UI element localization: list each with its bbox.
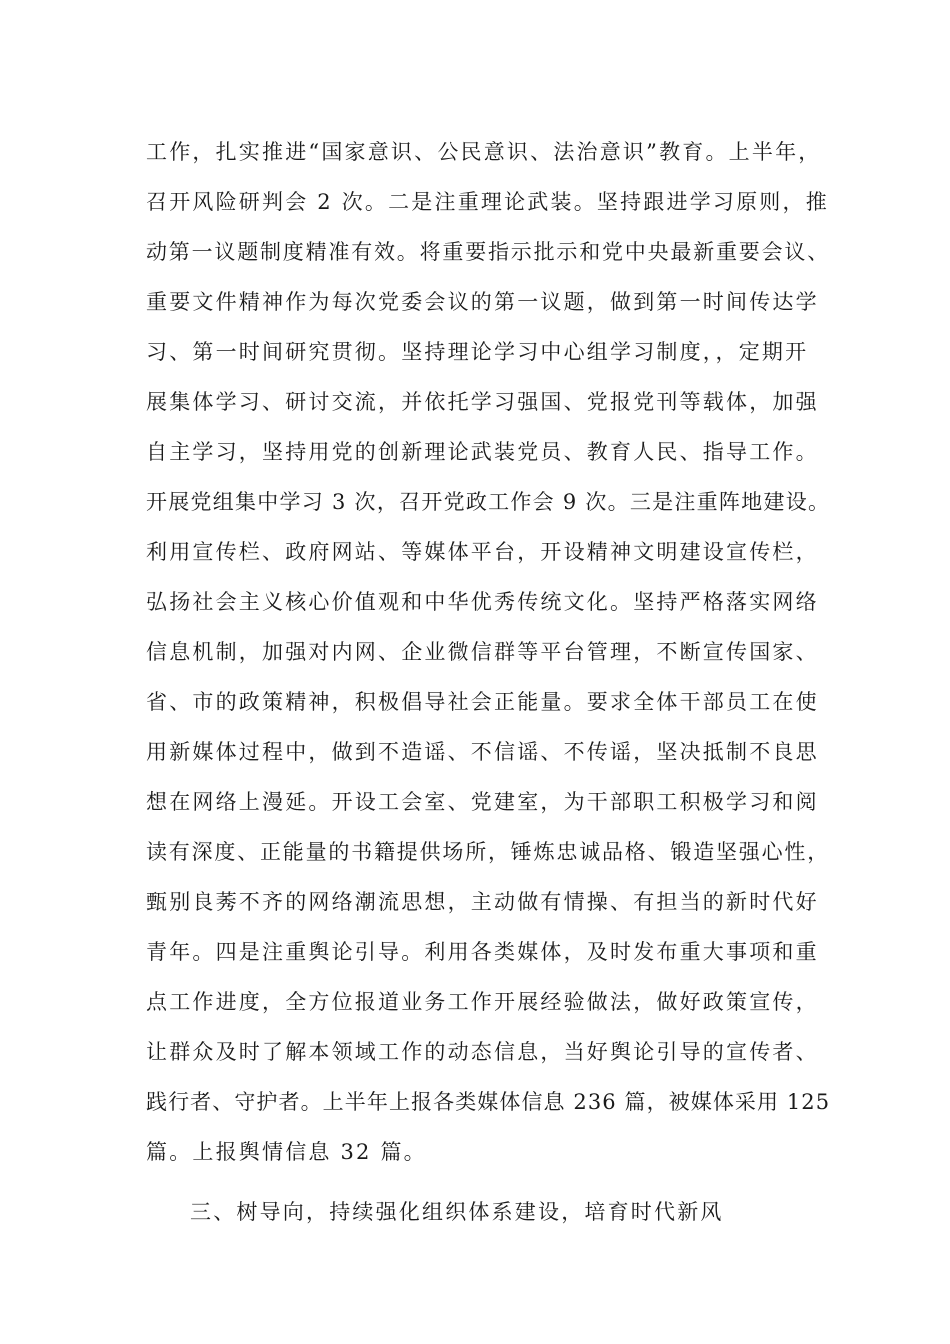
- section-heading: 三、树导向，持续强化组织体系建设，培育时代新风: [190, 1200, 724, 1224]
- paragraph-line: 动第一议题制度精准有效。将重要指示批示和党中央最新重要会议、: [146, 240, 830, 264]
- paragraph-line: 习、第一时间研究贯彻。坚持理论学习中心组学习制度，，定期开: [146, 340, 809, 364]
- paragraph-line: 召开风险研判会 2 次。二是注重理论武装。坚持跟进学习原则，推: [146, 190, 829, 214]
- paragraph-line: 展集体学习、研讨交流，并依托学习强国、党报党刊等载体，加强: [146, 390, 819, 414]
- paragraph-line: 让群众及时了解本领域工作的动态信息，当好舆论引导的宣传者、: [146, 1040, 819, 1064]
- paragraph-line: 利用宣传栏、政府网站、等媒体平台，开设精神文明建设宣传栏，: [146, 540, 819, 564]
- paragraph-line: 青年。四是注重舆论引导。利用各类媒体，及时发布重大事项和重: [146, 940, 819, 964]
- paragraph-line: 弘扬社会主义核心价值观和中华优秀传统文化。坚持严格落实网络: [146, 590, 819, 614]
- paragraph-line: 工作，扎实推进“国家意识、公民意识、法治意识”教育。上半年，: [146, 140, 822, 164]
- paragraph-line: 想在网络上漫延。开设工会室、党建室，为干部职工积极学习和阅: [146, 790, 819, 814]
- paragraph-line: 用新媒体过程中，做到不造谣、不信谣、不传谣，坚决抵制不良思: [146, 740, 819, 764]
- paragraph-line: 篇。上报舆情信息 32 篇。: [146, 1140, 427, 1164]
- paragraph-line: 重要文件精神作为每次党委会议的第一议题，做到第一时间传达学: [146, 290, 819, 314]
- paragraph-line: 读有深度、正能量的书籍提供场所，锤炼忠诚品格、锻造坚强心性，: [146, 840, 830, 864]
- paragraph-line: 信息机制，加强对内网、企业微信群等平台管理，不断宣传国家、: [146, 640, 819, 664]
- paragraph-line: 甄别良莠不齐的网络潮流思想，主动做有情操、有担当的新时代好: [146, 890, 819, 914]
- paragraph-line: 省、市的政策精神，积极倡导社会正能量。要求全体干部员工在使: [146, 690, 819, 714]
- paragraph-line: 自主学习，坚持用党的创新理论武装党员、教育人民、指导工作。: [146, 440, 819, 464]
- paragraph-line: 开展党组集中学习 3 次，召开党政工作会 9 次。三是注重阵地建设。: [146, 490, 831, 514]
- paragraph-line: 点工作进度，全方位报道业务工作开展经验做法，做好政策宣传，: [146, 990, 819, 1014]
- paragraph-line: 践行者、守护者。上半年上报各类媒体信息 236 篇，被媒体采用 125: [146, 1090, 831, 1114]
